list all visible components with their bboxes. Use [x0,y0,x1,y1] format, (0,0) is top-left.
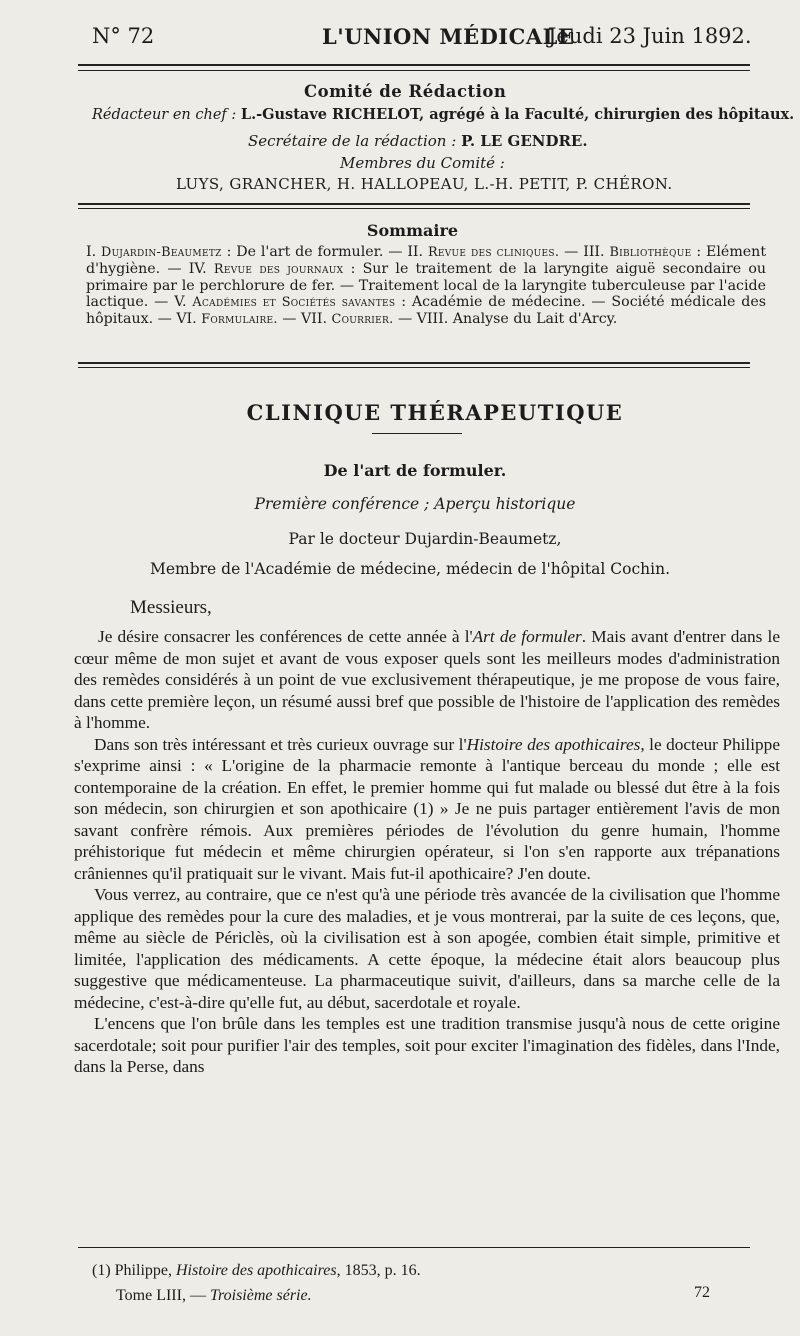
paragraph-2 [74,734,780,885]
summary-item-5-label: Académies et Sociétés savantes [192,295,396,310]
summary-item-4-label: Revue des journaux [213,262,344,277]
summary-rule [78,362,750,364]
summary-item-5: : Académie de médecine. — Société médicale des hôpitaux. — VI. [86,294,766,327]
summary-title: Sommaire [366,221,459,240]
p2-italic: Histoire des apothicaires [466,734,641,754]
issue-date: Jeudi 23 Juin 1892. [548,24,752,48]
summary-item-6-label: Formulaire. [201,312,278,327]
summary-item-1: : De l'art de formuler. — II. [221,244,424,260]
header-rule-thin [78,70,750,71]
committee-title: Comité de Rédaction [304,82,507,101]
p2-text: Dans son très intéressant et très curieux ouvrage sur l' [94,734,467,754]
summary-item-7: — VIII. Analyse du Lait d'Arcy. [393,311,618,327]
p1-italic: Art de formuler [472,627,582,646]
summary-sep: — III. [559,244,605,260]
section-title-rule [372,433,462,434]
tome-line [116,1287,312,1305]
footnote-text: (1) Philippe, [92,1262,176,1279]
header-rule [78,64,750,66]
summary-sep: — VII. [277,311,327,327]
journal-title: L'UNION MÉDICALE [322,24,575,49]
summary-item-3-label: Bibliothèque [609,245,692,260]
editor-name: L.-Gustave RICHELOT, agrégé à la Faculté, chirurgien des hôpitaux. [240,106,795,123]
summary-item-3: : Elément d'hygiène. — IV. [86,244,767,277]
p2-text-cont: , le docteur Philippe s'exprime ainsi : « L'origine de la pharmacie remonte à l'antique berceau du monde ; elle est contemporaine de la création. En effet, le premier homme qui fut malade ou blessé dut être à la fois son médecin, son chirurgien et son apothicaire (1) » Je ne puis partager entièrement l'avis de mon savant confrère rémois. Aux premières périodes de l'évolution du genre humain, l'homme préhistorique fut médecin et même chirurgien opérateur, si l'on s'en rapporte aux trépanations crâniennes qu'il pratiquait sur le vivant. Mais fut-il apothicaire? J'en doute. [74,734,780,883]
committee-rule [78,203,750,205]
article-body [74,626,780,1078]
tome-text: Tome LIII, — [116,1287,210,1304]
summary-text [86,244,766,328]
summary-rule-thin [78,367,750,368]
summary-item-4: : Sur le traitement de la laryngite aiguë secondaire ou primaire par le perchlorure de fer. — Traitement local de la laryngite tuberculeuse par l'acide lactique. — V. [86,261,767,310]
page-number: 72 [694,1284,710,1301]
p1-text: Je désire consacrer les conférences de cette année à l' [98,627,473,646]
article-subtitle: Première conférence ; Aperçu historique [254,495,576,513]
summary-item-2-label: Revue des cliniques. [427,245,560,260]
secretary-role: Secrétaire de la rédaction : [248,132,457,150]
paragraph-1 [74,626,780,734]
summary-author: Dujardin-Beaumetz [101,245,222,260]
article-affiliation: Membre de l'Académie de médecine, médecin de l'hôpital Cochin. [149,560,671,578]
issue-number: N° 72 [92,24,155,48]
p1-text-cont: . Mais avant d'entrer dans le cœur même de mon sujet et avant de vous exposer quels sont les meilleurs modes d'administration des remèdes considérés à un point de vue exclusivement thérapeutique, je me propose de vous faire, dans cette première leçon, un résumé aussi bref que possible de l'histoire de l'application des remèdes à l'homme. [74,627,780,732]
members-role: Membres du Comité : [340,154,505,172]
tome-italic: Troisième série. [209,1287,312,1304]
committee-members: LUYS, GRANCHER, H. HALLOPEAU, L.-H. PETIT, P. CHÉRON. [176,175,673,193]
article-title: De l'art de formuler. [323,461,507,480]
summary-item-7-label: Courrier. [331,312,394,327]
footnote-rule [78,1247,750,1248]
footnote [92,1262,421,1280]
secretary-name: P. LE GENDRE. [461,132,588,150]
salutation: Messieurs, [130,597,212,618]
paragraph-3: Vous verrez, au contraire, que ce n'est qu'à une période très avancée de la civilisation que l'homme applique des remèdes pour la cure des maladies, et je vous montrerai, par la suite de ces leçons, que, même au siècle de Périclès, où la civilisation est à son apogée, combien était simple, primitive et limitée, l'application des médicaments. A cette époque, la médecine était alors beaucoup plus suggestive que médicamenteuse. La pharmaceutique suivit, d'ailleurs, dans sa marche celle de la médecine, c'est-à-dire qu'elle fut, au début, sacerdotale et royale. [74,885,780,1012]
committee-editor [92,106,794,123]
section-title: CLINIQUE THÉRAPEUTIQUE [246,400,624,425]
article-byline: Par le docteur Dujardin-Beaumetz, [288,530,562,548]
committee-secretary [248,132,588,150]
summary-num: I. [86,244,97,260]
footnote-text-cont: , 1853, p. 16. [336,1262,421,1279]
editor-role: Rédacteur en chef : [92,107,237,123]
paragraph-4: L'encens que l'on brûle dans les temples est une tradition transmise jusqu'à nous de cette origine sacerdotale; soit pour purifier l'air des temples, soit pour exciter l'imagination des fidèles, dans l'Inde, dans la Perse, dans [74,1014,780,1076]
footnote-italic: Histoire des apothicaires [176,1262,337,1279]
committee-rule-thin [78,208,750,209]
